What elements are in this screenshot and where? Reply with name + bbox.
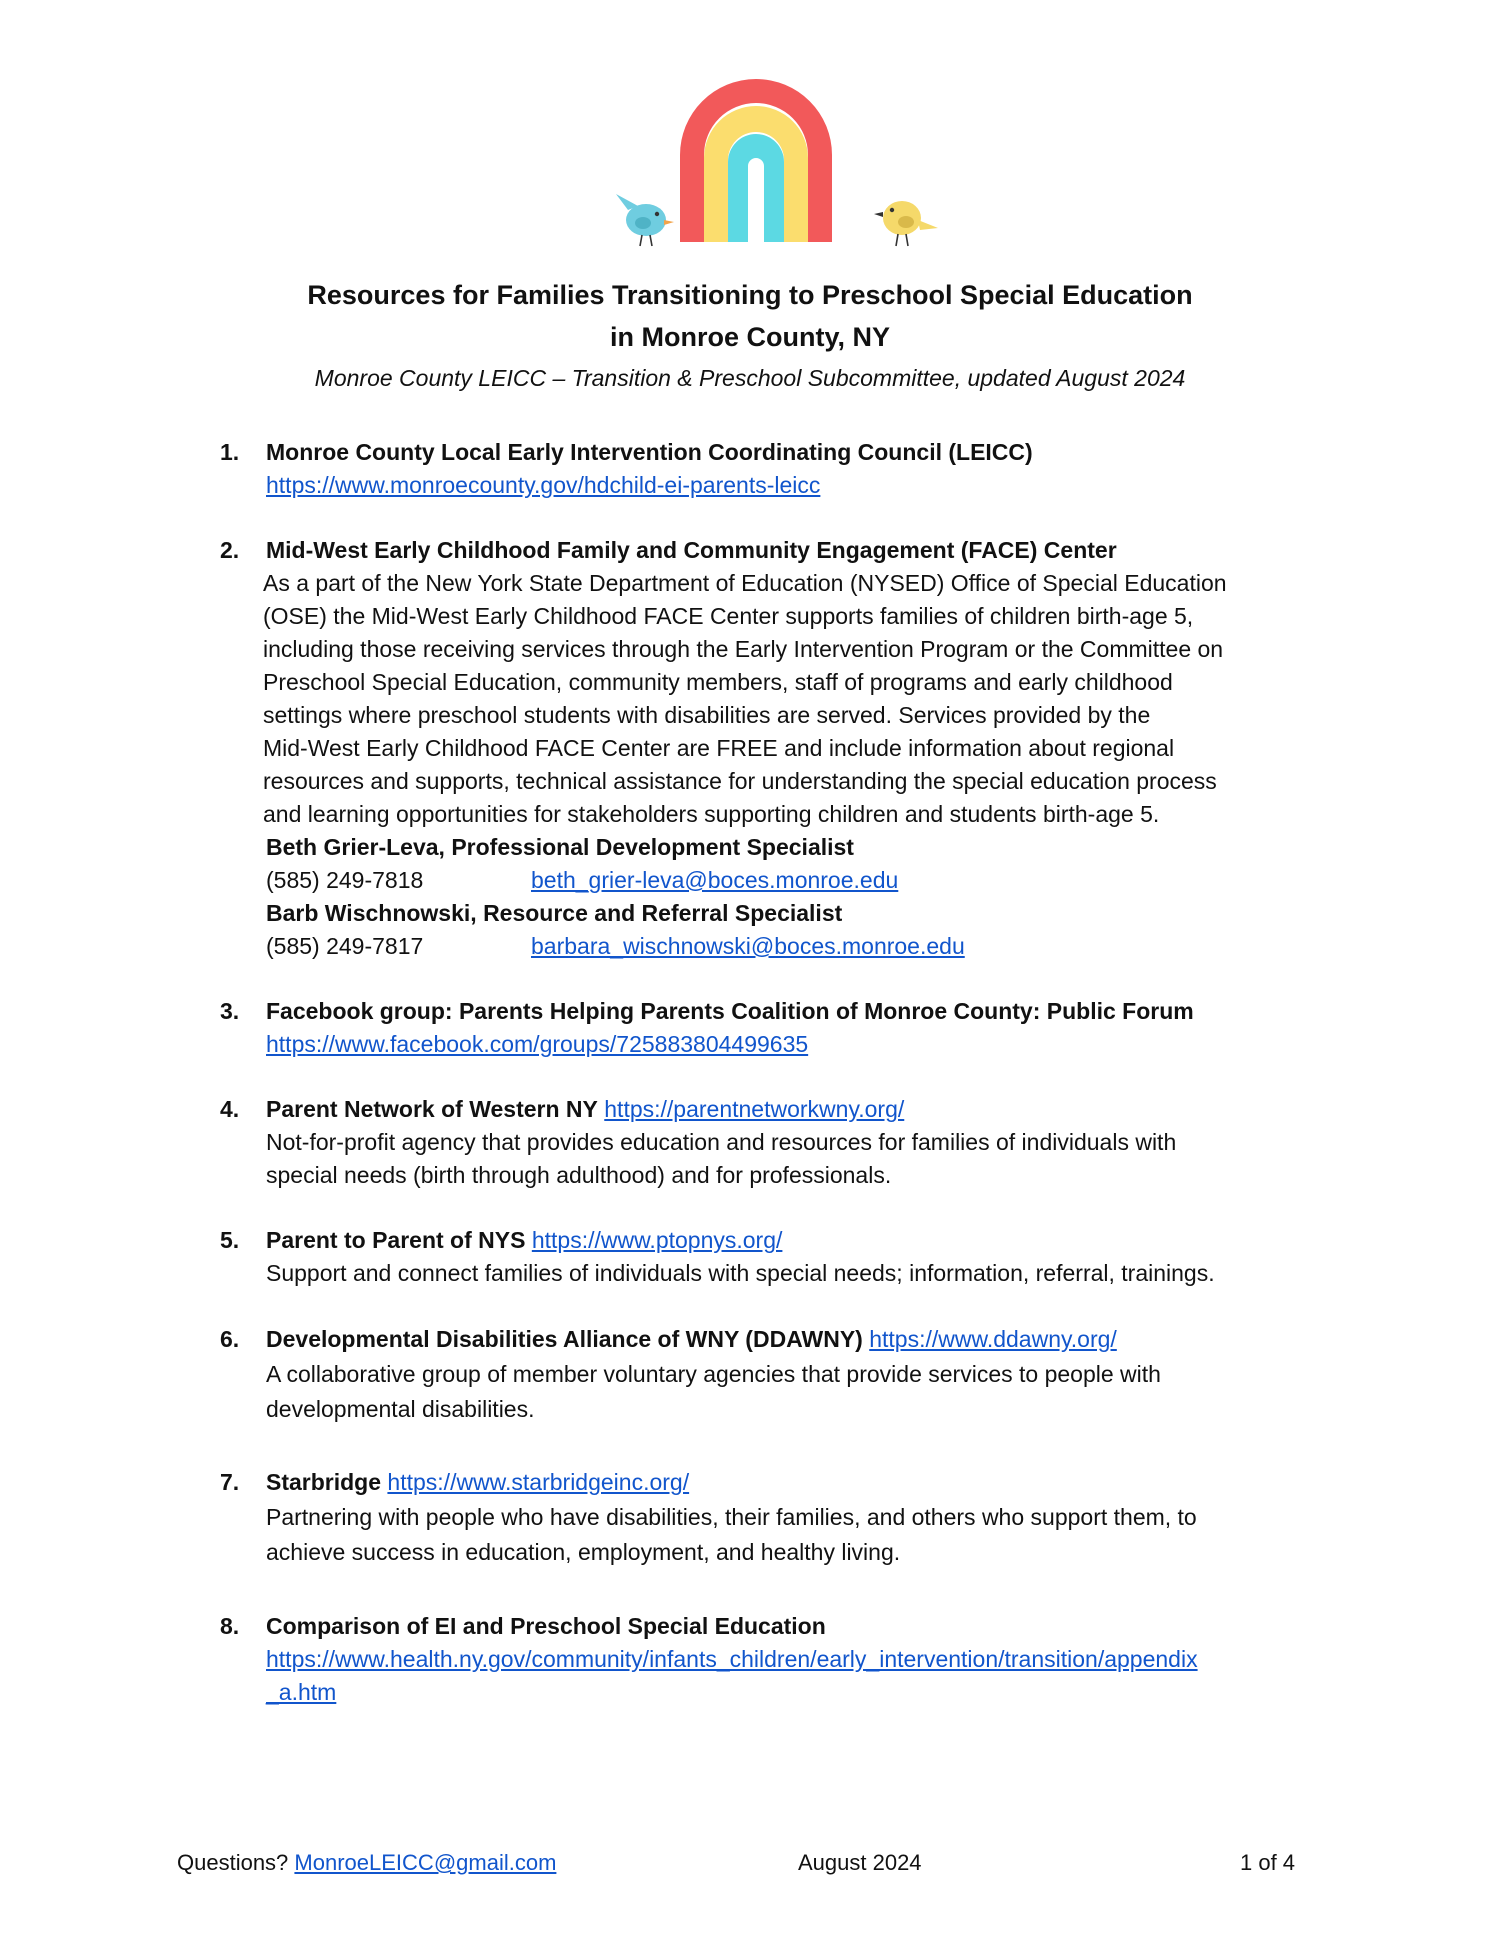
footer-page-number: 1 of 4 — [1240, 1850, 1296, 1875]
item-title: Facebook group: Parents Helping Parents Coalition of Monroe County: Public Forum — [266, 998, 1194, 1024]
item-number: 6. — [220, 1326, 240, 1352]
footer-questions-label: Questions? — [177, 1850, 289, 1875]
page-title-line-1: Resources for Families Transitioning to Preschool Special Education — [307, 280, 1193, 310]
blue-bird-icon — [616, 194, 674, 246]
ddawny-link[interactable]: https://www.ddawny.org/ — [869, 1326, 1117, 1352]
description-line: As a part of the New York State Department of Education (NYSED) Office of Special Education — [263, 570, 1227, 596]
title-block — [0, 274, 1500, 398]
description-line: special needs (birth through adulthood) and for professionals. — [266, 1162, 892, 1188]
rainbow-with-birds-icon — [612, 60, 952, 250]
footer-questions — [177, 1848, 556, 1878]
description-line: Not-for-profit agency that provides education and resources for families of individuals with — [266, 1129, 1177, 1155]
item-number: 4. — [220, 1096, 240, 1122]
description-line: settings where preschool students with disabilities are served. Services provided by the — [263, 702, 1151, 728]
url-line-2: _a.htm — [266, 1679, 337, 1705]
ptop-link[interactable]: https://www.ptopnys.org/ — [531, 1227, 783, 1253]
item-number: 7. — [220, 1469, 240, 1495]
yellow-bird-icon — [874, 201, 938, 246]
page-subtitle: Monroe County LEICC – Transition & Preschool Subcommittee, updated August 2024 — [314, 365, 1186, 391]
description-line: Partnering with people who have disabilities, their families, and others who support them, to — [266, 1504, 1197, 1530]
contact-phone: (585) 249-7817 — [266, 933, 424, 959]
item-title: Comparison of EI and Preschool Special Education — [266, 1613, 826, 1639]
contact-row — [266, 930, 1338, 963]
item-title: Parent to Parent of NYS — [266, 1227, 526, 1253]
parent-network-link[interactable]: https://parentnetworkwny.org/ — [604, 1096, 905, 1122]
description-line: and learning opportunities for stakeholders supporting children and students birth-age 5. — [263, 801, 1160, 827]
contact-row — [266, 864, 1338, 897]
description-line: Support and connect families of individuals with special needs; information, referral, trainings. — [266, 1260, 1215, 1286]
contact-name: Beth Grier-Leva, Professional Development Specialist — [266, 834, 854, 860]
description-line: A collaborative group of member voluntary agencies that provide services to people with — [266, 1361, 1161, 1387]
page-title-line-2: in Monroe County, NY — [610, 322, 890, 352]
footer-date: August 2024 — [798, 1850, 922, 1875]
description-line: resources and supports, technical assistance for understanding the special education process — [263, 768, 1217, 794]
item-number: 5. — [220, 1227, 240, 1253]
item-title: Developmental Disabilities Alliance of WNY (DDAWNY) — [266, 1326, 863, 1352]
starbridge-link[interactable]: https://www.starbridgeinc.org/ — [387, 1469, 690, 1495]
list-item-8 — [218, 1610, 1338, 1709]
list-item-6 — [218, 1322, 1338, 1427]
item-number: 2. — [220, 537, 240, 563]
description-line: developmental disabilities. — [266, 1396, 535, 1422]
item-number: 3. — [220, 998, 240, 1024]
list-item-2 — [218, 534, 1338, 963]
item-number: 1. — [220, 439, 240, 465]
item-title: Monroe County Local Early Intervention Coordinating Council (LEICC) — [266, 439, 1033, 465]
list-item-1 — [218, 436, 1338, 502]
rainbow-yellow-arc — [704, 106, 808, 242]
description-line: including those receiving services through the Early Intervention Program or the Committee on — [263, 636, 1224, 662]
item-title: Parent Network of Western NY — [266, 1096, 598, 1122]
contact-phone: (585) 249-7818 — [266, 867, 424, 893]
item-title: Starbridge — [266, 1469, 382, 1495]
url-line-1: https://www.health.ny.gov/community/infants_children/early_intervention/transition/appendix — [266, 1646, 1198, 1672]
list-item-4 — [218, 1093, 1338, 1192]
item-number: 8. — [220, 1613, 240, 1639]
list-item-7 — [218, 1465, 1338, 1570]
facebook-group-link[interactable]: https://www.facebook.com/groups/725883804499635 — [266, 1031, 809, 1057]
description-line: Preschool Special Education, community members, staff of programs and early childhood — [263, 669, 1173, 695]
description-line: achieve success in education, employment, and healthy living. — [266, 1539, 901, 1565]
contact-email-link[interactable]: barbara_wischnowski@boces.monroe.edu — [531, 933, 965, 959]
description-line: (OSE) the Mid-West Early Childhood FACE Center supports families of children birth-age 5, — [263, 603, 1194, 629]
leicc-link[interactable]: https://www.monroecounty.gov/hdchild-ei-parents-leicc — [266, 472, 821, 498]
list-item-5 — [218, 1224, 1338, 1290]
resource-list — [218, 436, 1338, 1709]
rainbow-red-arc — [680, 79, 832, 242]
ei-comparison-link[interactable] — [266, 1646, 1198, 1705]
contact-name: Barb Wischnowski, Resource and Referral Specialist — [266, 900, 843, 926]
rainbow-cyan-arc — [728, 134, 784, 242]
description-line: Mid-West Early Childhood FACE Center are FREE and include information about regional — [263, 735, 1175, 761]
contact-email-link[interactable]: beth_grier-leva@boces.monroe.edu — [531, 867, 899, 893]
item-title: Mid-West Early Childhood Family and Community Engagement (FACE) Center — [266, 537, 1117, 563]
list-item-3 — [218, 995, 1338, 1061]
footer-email-link[interactable]: MonroeLEICC@gmail.com — [294, 1850, 557, 1875]
